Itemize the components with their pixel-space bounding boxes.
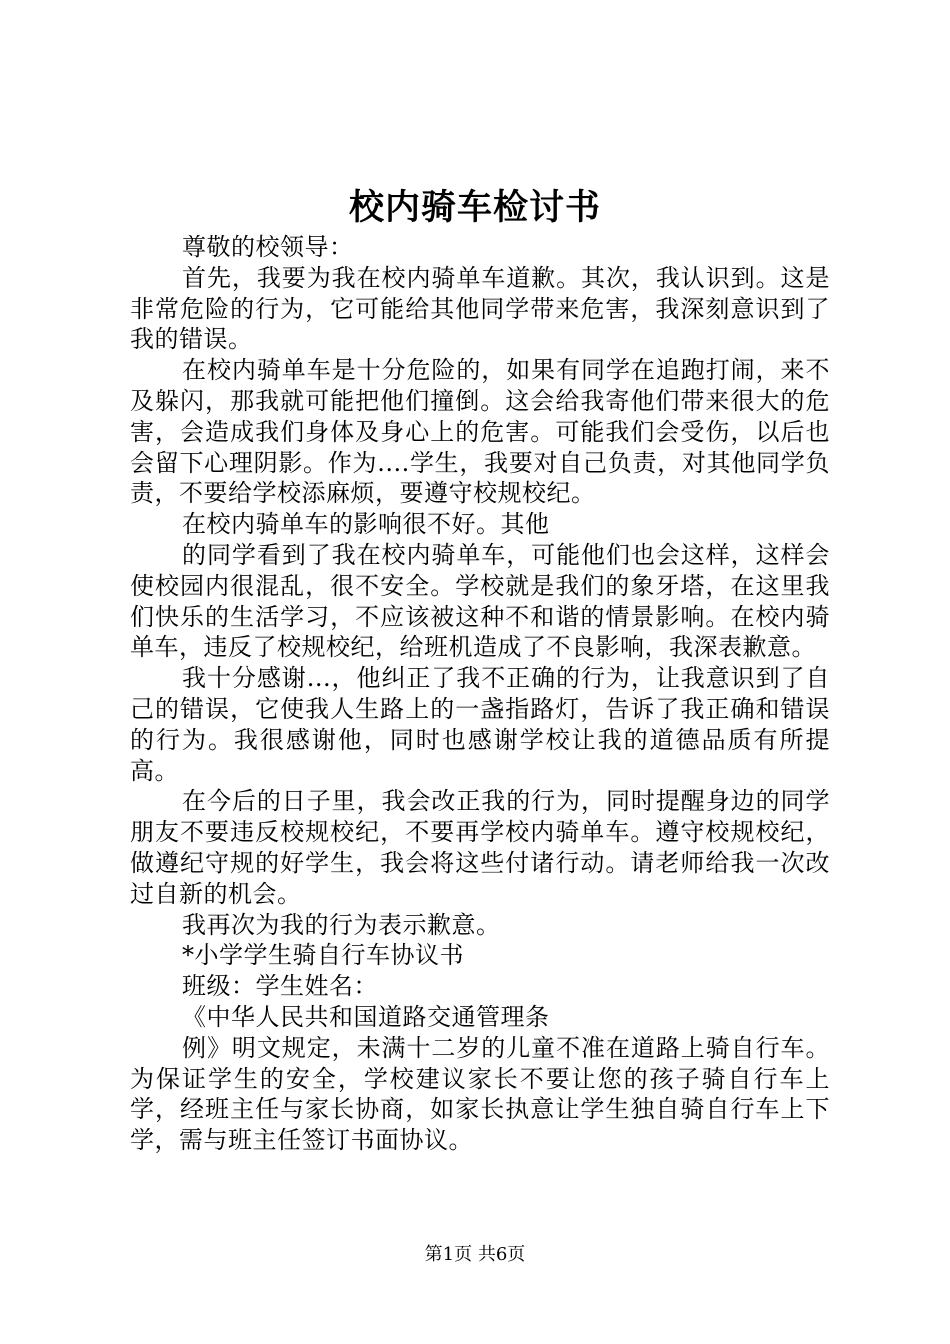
- page-number-footer: 第1页 共6页: [424, 1244, 526, 1265]
- closing-line: 我再次为我的行为表示歉意。: [182, 910, 501, 939]
- body-paragraph: 在校内骑单车是十分危险的，如果有同学在追跑打闹，来不及躲闪，那我就可能把他们撞倒。这会给我寄他们带来很大的危害，会造成我们身体及身心上的危害。可能我们会受伤，以后也会留下心理阴影。作为....学生，我要对自己负责，对其他同学负责，不要给学校添麻烦，要遵守校规校纪。: [130, 356, 830, 508]
- body-paragraph: 我十分感谢...，他纠正了我不正确的行为，让我意识到了自己的错误，它使我人生路上的一盏指路灯，告诉了我正确和错误的行为。我很感谢他，同时也感谢学校让我的道德品质有所提高。: [130, 664, 830, 785]
- body-paragraph: 首先，我要为我在校内骑单车道歉。其次，我认识到。这是非常危险的行为，它可能给其他同学带来危害，我深刻意识到了我的错误。: [130, 263, 830, 354]
- document-title: 校内骑车检讨书: [348, 187, 601, 228]
- document-body: [130, 232, 830, 1156]
- body-paragraph: 例》明文规定，未满十二岁的儿童不准在道路上骑自行车。为保证学生的安全，学校建议家长不要让您的孩子骑自行车上学，经班主任与家长协商，如家长执意让学生独自骑自行车上下学，需与班主任签订书面协议。: [130, 1033, 830, 1155]
- salutation: 尊敬的校领导：: [182, 233, 354, 261]
- agreement-heading: *小学学生骑自行车协议书: [182, 941, 464, 970]
- body-paragraph: 在今后的日子里，我会改正我的行为，同时提醒身边的同学朋友不要违反校规校纪，不要再学校内骑单车。遵守校规校纪，做遵纪守规的好学生，我会将这些付诸行动。请老师给我一次改过自新的机会。: [130, 787, 830, 908]
- body-paragraph: 的同学看到了我在校内骑单车，可能他们也会这样，这样会使校园内很混乱，很不安全。学校就是我们的象牙塔，在这里我们快乐的生活学习，不应该被这种不和谐的情景影响。在校内骑单车，违反了校规校纪，给班机造成了不良影响，我深表歉意。: [130, 540, 830, 662]
- class-student-name-line: 班级：学生姓名：: [182, 972, 378, 1001]
- body-paragraph: 在校内骑单车的影响很不好。其他: [182, 510, 550, 539]
- body-paragraph: 《中华人民共和国道路交通管理条: [182, 1002, 550, 1031]
